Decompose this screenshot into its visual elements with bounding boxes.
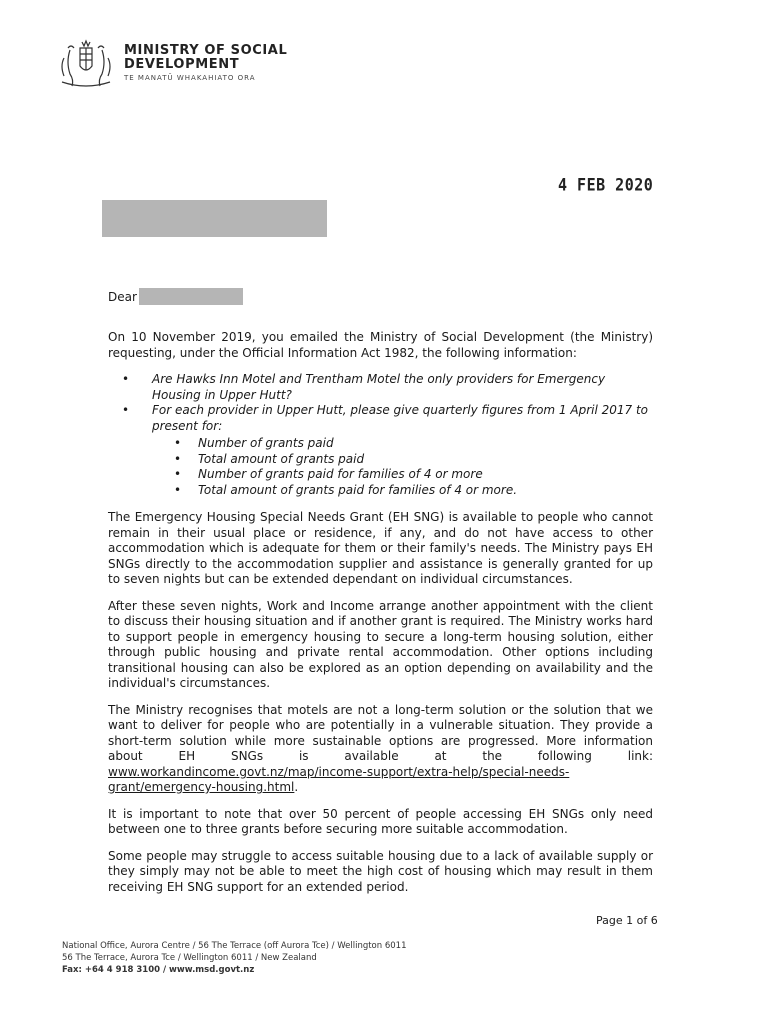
request-item-text: For each provider in Upper Hutt, please give quarterly figures from 1 April 2017 to present for: xyxy=(152,403,649,433)
salutation-text: Dear xyxy=(108,290,137,304)
request-subitem: • Total amount of grants paid for families of 4 or more. xyxy=(152,483,653,499)
org-maori-name: TE MANATŪ WHAKAHIATO ORA xyxy=(124,74,256,82)
redacted-recipient-address xyxy=(102,200,327,237)
footer-address-line1: National Office, Aurora Centre / 56 The Terrace (off Aurora Tce) / Wellington 6011 xyxy=(62,941,407,951)
request-item xyxy=(108,372,653,403)
request-subitem: • Total amount of grants paid xyxy=(152,452,653,468)
request-subitem: • Number of grants paid xyxy=(152,436,653,452)
footer-contact-line xyxy=(62,964,406,976)
intro-paragraph: On 10 November 2019, you emailed the Ministry of Social Development (the Ministry) requesting, under the Official Information Act 1982, the following information: xyxy=(108,330,653,360)
footer-contact-text: Fax: +64 4 918 3100 / www.msd.govt.nz xyxy=(62,965,255,975)
request-item-text: Are Hawks Inn Motel and Trentham Motel the only providers for Emergency Housing in Upper Hutt? xyxy=(152,372,606,402)
letter-body xyxy=(108,330,653,906)
salutation xyxy=(108,288,243,305)
letter-date-stamp: 4 FEB 2020 xyxy=(558,174,654,196)
fifty-percent-paragraph: It is important to note that over 50 percent of people accessing EH SNGs only need between one to three grants before securing more suitable accommodation. xyxy=(108,806,653,836)
motels-paragraph-end: . xyxy=(294,780,299,794)
ministry-name-block xyxy=(124,44,287,82)
housing-supply-paragraph: Some people may struggle to access suitable housing due to a lack of available supply or they simply may not be able to meet the high cost of housing which may result in them receiving EH SNG support for an extended period. xyxy=(108,848,653,894)
eh-sng-description-paragraph: The Emergency Housing Special Needs Grant (EH SNG) is available to people who cannot remain in their usual place or residence, if any, and do not have access to other accommodation which is adequate for them or their family's needs. The Ministry pays EH SNGs directly to the accommodation supplier and assistance is generally granted for up to seven nights but can be extended dependant on individual circumstances. xyxy=(108,510,653,586)
seven-nights-paragraph: After these seven nights, Work and Income arrange another appointment with the client to discuss their housing situation and if another grant is required. The Ministry works hard to support people in emergency housing to secure a long-term housing solution, either through public housing and private rental accommodation. Other options including transitional housing can also be explored as an option depending on availability and the individual's circumstances. xyxy=(108,598,653,690)
motels-paragraph-text: The Ministry recognises that motels are not a long-term solution or the solution that we want to deliver for people who are potentially in a vulnerable situation. They provide a short-term solution while more sustainable options are progressed. More information about EH SNGs is available at the following link: xyxy=(108,702,653,763)
footer-address-line2: 56 The Terrace, Aurora Tce / Wellington 6011 / New Zealand xyxy=(62,953,317,963)
request-subitem: • Number of grants paid for families of 4 or more xyxy=(152,467,653,483)
request-sublist xyxy=(152,436,653,498)
nz-coat-of-arms-icon xyxy=(58,38,114,90)
footer xyxy=(62,940,406,976)
request-list xyxy=(108,372,653,498)
motels-paragraph xyxy=(108,703,653,796)
org-name-line1: MINISTRY OF SOCIAL xyxy=(124,43,288,58)
org-name-line2: DEVELOPMENT xyxy=(124,57,240,72)
emergency-housing-link[interactable]: www.workandincome.govt.nz/map/income-support/extra-help/special-needs-grant/emergency-housing.html xyxy=(108,764,570,794)
request-item xyxy=(108,403,653,498)
redacted-recipient-name xyxy=(139,288,243,305)
page-number: Page 1 of 6 xyxy=(596,914,658,927)
